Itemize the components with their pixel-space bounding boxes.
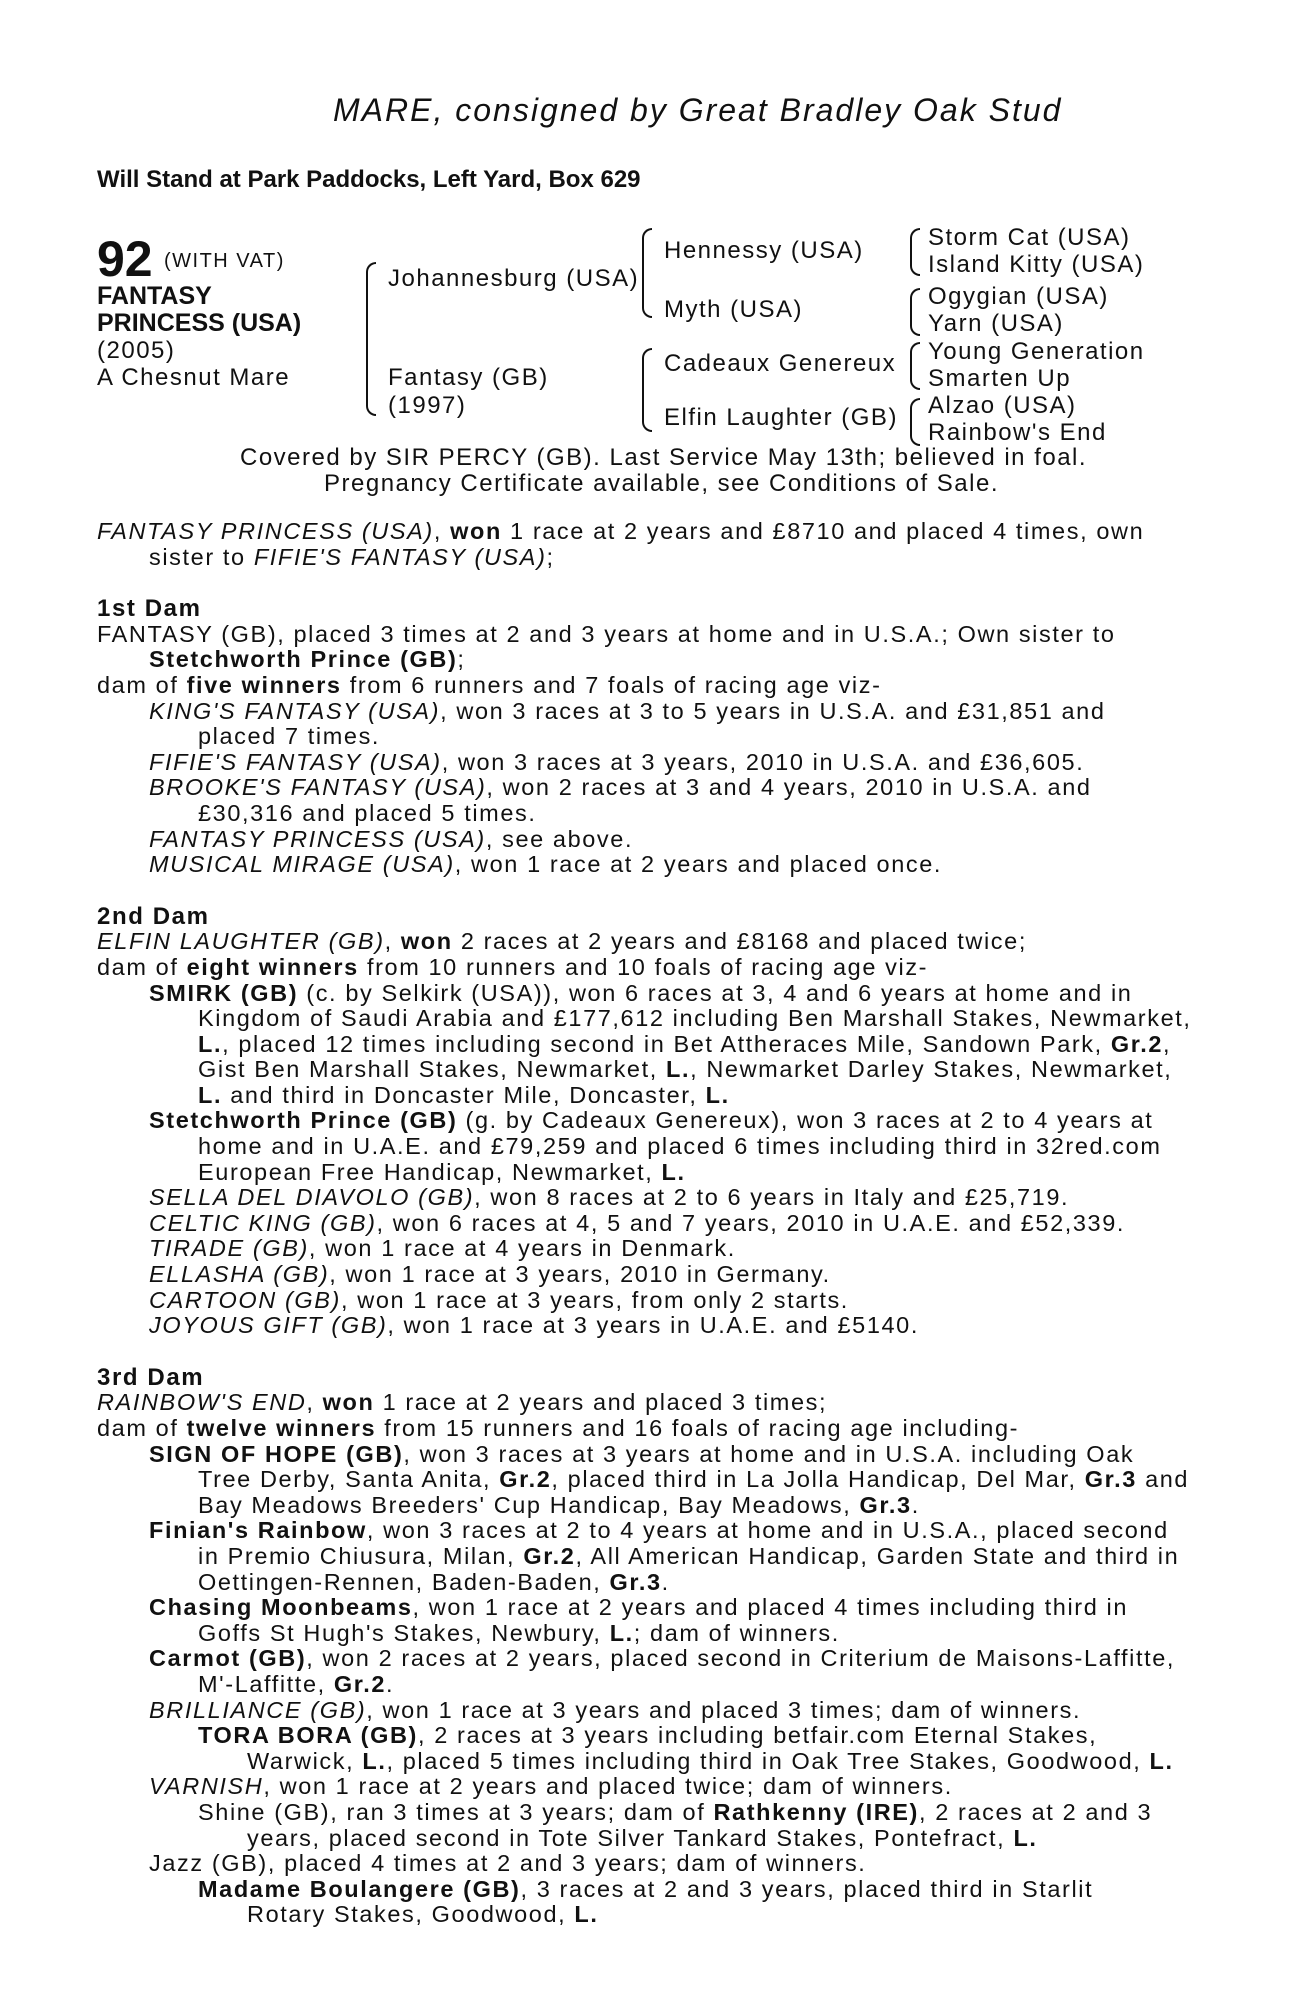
page-title: MARE, consigned by Great Bradley Oak Stud [333, 92, 1063, 128]
pedigree-dam: Fantasy (GB) [388, 364, 549, 391]
produce-entry: Shine (GB), ran 3 times at 3 years; dam of Rathkenny (IRE), 2 races at 2 and 3 [198, 1798, 1153, 1825]
runner-name: SELLA DEL DIAVOLO (GB) [149, 1184, 475, 1211]
third-dam-heading: 3rd Dam [97, 1363, 205, 1391]
produce-entry: SIGN OF HOPE (GB), won 3 races at 3 years at home and in U.S.A. including Oak [149, 1440, 1135, 1467]
runner-name: BRILLIANCE (GB) [149, 1696, 367, 1723]
second-dam-heading: 2nd Dam [97, 902, 210, 930]
intro-line2 [97, 545, 1202, 571]
runner-name: KING'S FANTASY (USA) [149, 697, 441, 724]
second-dam-line: ELFIN LAUGHTER (GB), won 2 races at 2 years and £8168 and placed twice; [97, 928, 1027, 955]
runner-name: ELLASHA (GB) [149, 1261, 330, 1288]
winners-count: twelve winners [186, 1415, 377, 1441]
runner-name: Finian's Rainbow [149, 1517, 367, 1544]
produce-entry-cont: home and in U.A.E. and £79,259 and placed 6 times including third in 32red.com [198, 1133, 1162, 1160]
sister-name: FIFIE'S FANTASY (USA) [253, 543, 547, 570]
pedigree-dd-dam: Rainbow's End [928, 419, 1107, 446]
produce-entry: KING'S FANTASY (USA), won 3 races at 3 to 5 years in U.S.A. and £31,851 and [149, 697, 1106, 724]
covered-line1: Covered by SIR PERCY (GB). Last Service May 13th; believed in foal. [240, 444, 1088, 471]
produce-entry-cont: European Free Handicap, Newmarket, L. [198, 1158, 686, 1185]
produce-entry: BRILLIANCE (GB), won 1 race at 3 years and placed 3 times; dam of winners. [149, 1696, 1082, 1723]
pedigree-ds-sire: Young Generation [928, 338, 1145, 365]
produce-entry: SMIRK (GB) (c. by Selkirk (USA)), won 6 races at 3, 4 and 6 years at home and in [149, 979, 1133, 1006]
produce-entry: SELLA DEL DIAVOLO (GB), won 8 races at 2 to 6 years in Italy and £25,719. [149, 1184, 1070, 1211]
foaled-year: (2005) [97, 337, 176, 364]
third-dam-line: dam of twelve winners from 15 runners and 16 foals of racing age including- [97, 1415, 1020, 1441]
produce-entry-cont: £30,316 and placed 5 times. [198, 799, 537, 826]
produce-entry-cont: Gist Ben Marshall Stakes, Newmarket, L., Newmarket Darley Stakes, Newmarket, [198, 1056, 1173, 1083]
produce-entry: FIFIE'S FANTASY (USA), won 3 races at 3 years, 2010 in U.S.A. and £36,605. [149, 748, 1085, 775]
pedigree-dd-sire: Alzao (USA) [928, 392, 1077, 419]
produce-entry: Chasing Moonbeams, won 1 race at 2 years and placed 4 times including third in [149, 1594, 1129, 1621]
produce-entry: VARNISH, won 1 race at 2 years and placed twice; dam of winners. [149, 1773, 953, 1800]
intro-text: ; [546, 543, 555, 570]
runner-name: ELFIN LAUGHTER (GB) [97, 928, 385, 955]
produce-entry-cont: L. and third in Doncaster Mile, Doncaster, L. [198, 1081, 730, 1108]
produce-entry-cont: M'-Laffitte, Gr.2. [198, 1670, 395, 1697]
pedigree-sire: Johannesburg (USA) [388, 265, 640, 292]
pedigree-brace-dd [910, 398, 920, 446]
horse-description: A Chesnut Mare [97, 364, 291, 391]
produce-entry-cont: Oettingen-Rennen, Baden-Baden, Gr.3. [198, 1568, 670, 1595]
produce-entry: Finian's Rainbow, won 3 races at 2 to 4 years at home and in U.S.A., placed second [149, 1517, 1169, 1544]
pedigree-ds-dam: Smarten Up [928, 365, 1072, 392]
intro-text: 1 race at 2 years and £8710 and placed 4 times, own [501, 518, 1145, 544]
pedigree-dam-sire: Cadeaux Genereux [664, 350, 897, 377]
produce-entry-cont: Goffs St Hugh's Stakes, Newbury, L.; dam of winners. [198, 1619, 840, 1646]
produce-entry: JOYOUS GIFT (GB), won 1 race at 3 years in U.A.E. and £5140. [149, 1312, 919, 1339]
runner-name: RAINBOW'S END [97, 1389, 307, 1416]
runner-name: Stetchworth Prince (GB) [149, 1107, 458, 1134]
pedigree-ss-dam: Island Kitty (USA) [928, 251, 1145, 278]
produce-entry-cont: L., placed 12 times including second in Bet Attheraces Mile, Sandown Park, Gr.2, [198, 1030, 1172, 1057]
produce-entry: Carmot (GB), won 2 races at 2 years, placed second in Criterium de Maisons-Laffitte, [149, 1645, 1176, 1672]
produce-entry-cont: Kingdom of Saudi Arabia and £177,612 including Ben Marshall Stakes, Newmarket, [198, 1005, 1192, 1032]
lot-number: 92 [97, 231, 153, 287]
produce-entry: TIRADE (GB), won 1 race at 4 years in Denmark. [149, 1235, 736, 1262]
runner-name: CARTOON (GB) [149, 1286, 341, 1313]
pedigree-brace-dam [642, 348, 652, 432]
pedigree-ss-sire: Storm Cat (USA) [928, 224, 1131, 251]
produce-entry: ELLASHA (GB), won 1 race at 3 years, 2010 in Germany. [149, 1261, 831, 1288]
produce-entry-cont: years, placed second in Tote Silver Tankard Stakes, Pontefract, L. [247, 1824, 1038, 1851]
pedigree-sd-dam: Yarn (USA) [928, 310, 1064, 337]
runner-name: TIRADE (GB) [149, 1235, 309, 1262]
third-dam-line: RAINBOW'S END, won 1 race at 2 years and placed 3 times; [97, 1389, 828, 1416]
runner-name: Stetchworth Prince (GB) [149, 646, 458, 673]
runner-name: Carmot (GB) [149, 1645, 307, 1672]
produce-entry: Stetchworth Prince (GB) (g. by Cadeaux Genereux), won 3 races at 2 to 4 years at [149, 1107, 1154, 1134]
intro-line1: FANTASY PRINCESS (USA), won 1 race at 2 years and £8710 and placed 4 times, own [97, 518, 1145, 544]
first-dam-heading: 1st Dam [97, 595, 202, 623]
pedigree-dam-year: (1997) [388, 392, 467, 419]
won-label: won [450, 518, 502, 544]
first-dam-line: FANTASY (GB), placed 3 times at 2 and 3 years at home and in U.S.A.; Own sister to [97, 620, 1116, 647]
produce-entry: Jazz (GB), placed 4 times at 2 and 3 years; dam of winners. [149, 1850, 867, 1877]
produce-entry: CARTOON (GB), won 1 race at 3 years, from only 2 starts. [149, 1286, 849, 1313]
runner-name: JOYOUS GIFT (GB) [149, 1312, 388, 1339]
pedigree-brace-sd [910, 288, 920, 336]
produce-entry: CELTIC KING (GB), won 6 races at 4, 5 and 7 years, 2010 in U.A.E. and £52,339. [149, 1209, 1126, 1236]
pedigree-dam-dam: Elfin Laughter (GB) [664, 404, 898, 431]
runner-name: Madame Boulangere (GB) [198, 1875, 521, 1902]
horse-name-line2: PRINCESS (USA) [97, 309, 302, 337]
first-dam-line [97, 647, 1202, 673]
text: ; [457, 646, 466, 673]
horse-name-ref: FANTASY PRINCESS (USA) [97, 518, 434, 544]
pedigree-brace-ss [910, 228, 920, 276]
produce-entry-cont: Warwick, L., placed 5 times including third in Oak Tree Stakes, Goodwood, L. [247, 1747, 1174, 1774]
stand-location: Will Stand at Park Paddocks, Left Yard, Box 629 [97, 166, 641, 193]
produce-entry: Madame Boulangere (GB), 3 races at 2 and 3 years, placed third in Starlit [198, 1875, 1094, 1902]
runner-name: MUSICAL MIRAGE (USA) [149, 851, 455, 878]
intro-text: sister to [149, 543, 254, 570]
runner-name: FIFIE'S FANTASY (USA) [149, 748, 442, 775]
winners-count: five winners [186, 671, 342, 698]
first-dam-line: dam of five winners from 6 runners and 7 foals of racing age viz- [97, 671, 882, 698]
vat-note: (WITH VAT) [164, 250, 285, 272]
covered-line2: Pregnancy Certificate available, see Conditions of Sale. [324, 470, 999, 497]
produce-entry-cont: Rotary Stakes, Goodwood, L. [247, 1901, 599, 1928]
runner-name: TORA BORA (GB) [198, 1722, 418, 1749]
runner-name: FANTASY PRINCESS (USA) [149, 825, 486, 852]
horse-name-line1: FANTASY [97, 282, 212, 310]
pedigree-brace-main [366, 262, 376, 416]
catalogue-body [97, 519, 1202, 1928]
pedigree-sire-dam: Myth (USA) [664, 296, 804, 323]
runner-name: BROOKE'S FANTASY (USA) [149, 774, 487, 801]
produce-entry: TORA BORA (GB), 2 races at 3 years including betfair.com Eternal Stakes, [198, 1722, 1098, 1749]
produce-entry-cont: Bay Meadows Breeders' Cup Handicap, Bay Meadows, Gr.3. [198, 1491, 920, 1518]
pedigree-sd-sire: Ogygian (USA) [928, 283, 1109, 310]
produce-entry: FANTASY PRINCESS (USA), see above. [149, 825, 634, 852]
produce-entry-cont: placed 7 times. [198, 723, 381, 750]
produce-entry: MUSICAL MIRAGE (USA), won 1 race at 2 years and placed once. [149, 851, 943, 878]
produce-entry-cont: in Premio Chiusura, Milan, Gr.2, All American Handicap, Garden State and third in [198, 1542, 1180, 1569]
produce-entry: BROOKE'S FANTASY (USA), won 2 races at 3 and 4 years, 2010 in U.S.A. and [149, 774, 1092, 801]
produce-entry-cont: Tree Derby, Santa Anita, Gr.2, placed third in La Jolla Handicap, Del Mar, Gr.3 and [198, 1466, 1190, 1493]
runner-name: CELTIC KING (GB) [149, 1209, 377, 1236]
pedigree-brace-ds [910, 342, 920, 390]
runner-name: SMIRK (GB) [149, 979, 299, 1006]
runner-name: Rathkenny (IRE) [713, 1798, 919, 1825]
runner-name: VARNISH [149, 1773, 264, 1800]
second-dam-line: dam of eight winners from 10 runners and 10 foals of racing age viz- [97, 953, 929, 980]
runner-name: Chasing Moonbeams [149, 1594, 413, 1621]
winners-count: eight winners [186, 953, 359, 980]
pedigree-brace-sire [642, 228, 652, 318]
runner-name: SIGN OF HOPE (GB) [149, 1440, 404, 1467]
pedigree-sire-sire: Hennessy (USA) [664, 237, 864, 264]
